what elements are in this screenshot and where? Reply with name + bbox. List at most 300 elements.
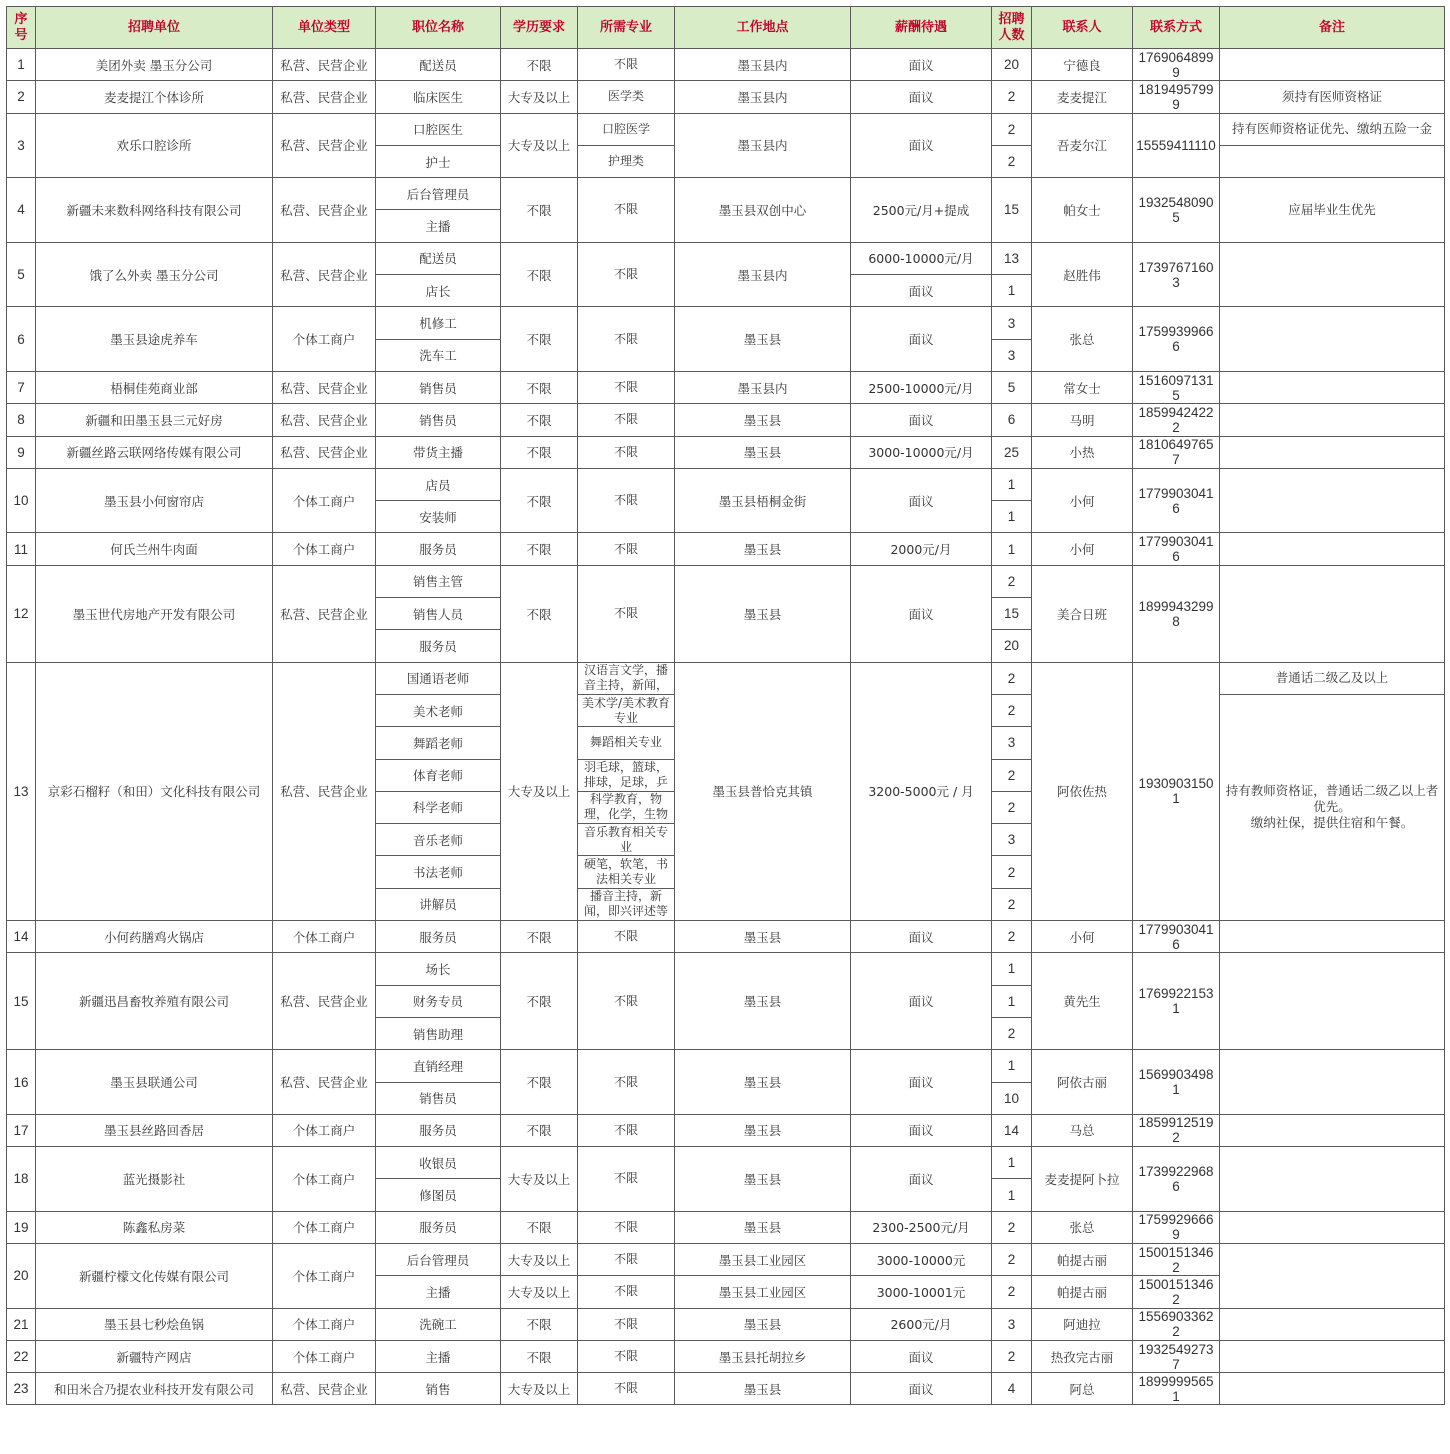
table-row [7,178,1445,210]
table-row [7,1340,1445,1372]
note-cell: 须持有医师资格证 [1220,81,1445,113]
table-row [7,565,1445,597]
phone-cell: 17599296669 [1133,1211,1220,1243]
type-cell: 个体工商户 [273,1147,376,1212]
count-cell: 2 [992,662,1032,694]
table-row [7,921,1445,953]
major-cell: 不限 [578,242,675,307]
salary-cell: 面议 [851,49,992,81]
count-cell: 3 [992,1308,1032,1340]
salary-cell: 面议 [851,81,992,113]
salary-cell: 面议 [851,113,992,178]
contact-cell: 热孜完古丽 [1032,1340,1133,1372]
major-cell: 口腔医学 [578,113,675,145]
education-cell: 不限 [501,307,578,372]
table-body [7,49,1445,1405]
header-position: 职位名称 [376,7,501,49]
note-cell [1220,921,1445,953]
note-cell [1220,1147,1445,1212]
position-cell: 配送员 [376,49,501,81]
header-contact: 联系人 [1032,7,1133,49]
location-cell: 墨玉县工业园区 [675,1243,851,1275]
major-cell: 舞蹈相关专业 [578,727,675,759]
type-cell: 私营、民营企业 [273,242,376,307]
count-cell: 3 [992,339,1032,371]
education-cell: 不限 [501,533,578,565]
location-cell: 墨玉县 [675,533,851,565]
education-cell: 不限 [501,468,578,533]
salary-cell: 3200-5000元 / 月 [851,662,992,920]
location-cell: 墨玉县托胡拉乡 [675,1340,851,1372]
row-number-cell: 9 [7,436,36,468]
major-cell: 不限 [578,178,675,243]
header-phone: 联系方式 [1133,7,1220,49]
position-cell: 场长 [376,953,501,985]
row-number-cell: 23 [7,1373,36,1405]
note-cell [1220,565,1445,662]
location-cell: 墨玉县内 [675,371,851,403]
type-cell: 私营、民营企业 [273,662,376,920]
salary-cell: 3000-10001元 [851,1276,992,1308]
education-cell: 大专及以上 [501,1243,578,1275]
count-cell: 2 [992,759,1032,791]
contact-cell: 小何 [1032,921,1133,953]
note-cell [1220,371,1445,403]
count-cell: 2 [992,1017,1032,1049]
job-table [6,6,1445,1405]
row-number-cell: 20 [7,1243,36,1308]
salary-cell: 面议 [851,1373,992,1405]
count-cell: 2 [992,694,1032,726]
note-cell [1220,436,1445,468]
count-cell: 2 [992,921,1032,953]
position-cell: 机修工 [376,307,501,339]
company-cell: 欢乐口腔诊所 [36,113,273,178]
count-cell: 5 [992,371,1032,403]
row-number-cell: 14 [7,921,36,953]
type-cell: 个体工商户 [273,1114,376,1146]
type-cell: 私营、民营企业 [273,565,376,662]
table-row [7,49,1445,81]
count-cell: 1 [992,275,1032,307]
contact-cell: 麦麦提阿卜拉 [1032,1147,1133,1212]
count-cell: 2 [992,113,1032,145]
type-cell: 个体工商户 [273,1340,376,1372]
table-row [7,1211,1445,1243]
count-cell: 2 [992,888,1032,920]
education-cell: 不限 [501,1050,578,1115]
company-cell: 和田米合乃提农业科技开发有限公司 [36,1373,273,1405]
company-cell: 新疆特产网店 [36,1340,273,1372]
position-cell: 护士 [376,145,501,177]
count-cell: 2 [992,791,1032,823]
major-cell: 不限 [578,533,675,565]
position-cell: 直销经理 [376,1050,501,1082]
location-cell: 墨玉县 [675,307,851,372]
education-cell: 不限 [501,1211,578,1243]
salary-cell: 面议 [851,307,992,372]
type-cell: 私营、民营企业 [273,1050,376,1115]
header-count: 招聘人数 [992,7,1032,49]
position-cell: 销售员 [376,404,501,436]
major-cell: 不限 [578,1114,675,1146]
count-cell: 6 [992,404,1032,436]
education-cell: 不限 [501,178,578,243]
major-cell: 播音主持，新闻，即兴评述等 [578,888,675,920]
contact-cell: 吾麦尔江 [1032,113,1133,178]
header-note: 备注 [1220,7,1445,49]
company-cell: 京彩石榴籽（和田）文化科技有限公司 [36,662,273,920]
row-number-cell: 4 [7,178,36,243]
education-cell: 不限 [501,565,578,662]
note-line: 缴纳社保，提供住宿和午餐。 [1250,815,1414,831]
major-cell: 不限 [578,307,675,372]
count-cell: 2 [992,565,1032,597]
table-row [7,436,1445,468]
type-cell: 个体工商户 [273,307,376,372]
salary-cell: 面议 [851,275,992,307]
note-cell [1220,1211,1445,1243]
type-cell: 私营、民营企业 [273,371,376,403]
type-cell: 个体工商户 [273,1308,376,1340]
position-cell: 主播 [376,1276,501,1308]
position-cell: 服务员 [376,1211,501,1243]
location-cell: 墨玉县 [675,1373,851,1405]
position-cell: 主播 [376,210,501,242]
row-number-cell: 18 [7,1147,36,1212]
contact-cell: 张总 [1032,307,1133,372]
company-cell: 饿了么外卖 墨玉分公司 [36,242,273,307]
phone-cell: 15001513462 [1133,1276,1220,1308]
position-cell: 主播 [376,1340,501,1372]
position-cell: 销售员 [376,371,501,403]
header-salary: 薪酬待遇 [851,7,992,49]
type-cell: 个体工商户 [273,533,376,565]
table-row [7,1308,1445,1340]
contact-cell: 帕女士 [1032,178,1133,243]
phone-cell: 19309031501 [1133,662,1220,920]
contact-cell: 常女士 [1032,371,1133,403]
company-cell: 新疆未来数科网络科技有限公司 [36,178,273,243]
row-number-cell: 8 [7,404,36,436]
company-cell: 小何药膳鸡火锅店 [36,921,273,953]
row-number-cell: 10 [7,468,36,533]
position-cell: 国通语老师 [376,662,501,694]
type-cell: 个体工商户 [273,921,376,953]
major-cell: 不限 [578,1243,675,1275]
major-cell: 不限 [578,1147,675,1212]
type-cell: 私营、民营企业 [273,436,376,468]
company-cell: 新疆和田墨玉县三元好房 [36,404,273,436]
table-row [7,1373,1445,1405]
phone-cell: 18106497657 [1133,436,1220,468]
position-cell: 销售 [376,1373,501,1405]
contact-cell: 小何 [1032,533,1133,565]
position-cell: 财务专员 [376,985,501,1017]
location-cell: 墨玉县 [675,565,851,662]
location-cell: 墨玉县内 [675,242,851,307]
location-cell: 墨玉县内 [675,113,851,178]
company-cell: 墨玉县小何窗帘店 [36,468,273,533]
salary-cell: 2000元/月 [851,533,992,565]
major-cell: 不限 [578,1340,675,1372]
type-cell: 私营、民营企业 [273,113,376,178]
location-cell: 墨玉县 [675,1211,851,1243]
note-cell [1220,307,1445,372]
position-cell: 临床医生 [376,81,501,113]
header-education: 学历要求 [501,7,578,49]
type-cell: 私营、民营企业 [273,49,376,81]
position-cell: 讲解员 [376,888,501,920]
location-cell: 墨玉县双创中心 [675,178,851,243]
phone-cell: 15569033622 [1133,1308,1220,1340]
major-cell: 不限 [578,1050,675,1115]
count-cell: 1 [992,985,1032,1017]
table-row [7,242,1445,274]
count-cell: 15 [992,598,1032,630]
table-row [7,1147,1445,1179]
table-row [7,1243,1445,1275]
count-cell: 15 [992,178,1032,243]
phone-cell: 17799030416 [1133,921,1220,953]
major-cell: 不限 [578,1308,675,1340]
type-cell: 私营、民营企业 [273,1373,376,1405]
note-cell [1220,1243,1445,1308]
company-cell: 新疆丝路云联网络传媒有限公司 [36,436,273,468]
location-cell: 墨玉县 [675,1308,851,1340]
phone-cell: 15160971315 [1133,371,1220,403]
contact-cell: 阿依古丽 [1032,1050,1133,1115]
note-cell [1220,953,1445,1050]
location-cell: 墨玉县 [675,953,851,1050]
count-cell: 3 [992,824,1032,856]
table-row [7,953,1445,985]
note-cell [1220,404,1445,436]
company-cell: 墨玉县途虎养车 [36,307,273,372]
type-cell: 私营、民营企业 [273,953,376,1050]
count-cell: 4 [992,1373,1032,1405]
contact-cell: 宁德良 [1032,49,1133,81]
row-number-cell: 22 [7,1340,36,1372]
position-cell: 服务员 [376,1114,501,1146]
count-cell: 2 [992,81,1032,113]
count-cell: 14 [992,1114,1032,1146]
position-cell: 后台管理员 [376,178,501,210]
note-cell [1220,1308,1445,1340]
major-cell: 不限 [578,565,675,662]
note-cell: 持有医师资格证优先、缴纳五险一金 [1220,113,1445,145]
phone-cell: 19325480905 [1133,178,1220,243]
phone-cell: 17690648999 [1133,49,1220,81]
count-cell: 2 [992,1243,1032,1275]
position-cell: 销售主管 [376,565,501,597]
count-cell: 2 [992,856,1032,888]
type-cell: 私营、民营企业 [273,404,376,436]
phone-cell: 15001513462 [1133,1243,1220,1275]
phone-cell: 18999432998 [1133,565,1220,662]
position-cell: 科学老师 [376,791,501,823]
salary-cell: 面议 [851,921,992,953]
location-cell: 墨玉县 [675,436,851,468]
phone-cell: 18599424222 [1133,404,1220,436]
major-cell: 不限 [578,1211,675,1243]
location-cell: 墨玉县内 [675,49,851,81]
salary-cell: 2500-10000元/月 [851,371,992,403]
count-cell: 1 [992,1179,1032,1211]
education-cell: 大专及以上 [501,662,578,920]
count-cell: 3 [992,307,1032,339]
table-row [7,404,1445,436]
education-cell: 不限 [501,921,578,953]
count-cell: 20 [992,630,1032,662]
type-cell: 私营、民营企业 [273,81,376,113]
position-cell: 音乐老师 [376,824,501,856]
count-cell: 10 [992,1082,1032,1114]
note-cell [1220,694,1445,920]
location-cell: 墨玉县 [675,921,851,953]
company-cell: 美团外卖 墨玉分公司 [36,49,273,81]
note-cell [1220,1373,1445,1405]
company-cell: 墨玉世代房地产开发有限公司 [36,565,273,662]
header-major: 所需专业 [578,7,675,49]
contact-cell: 小热 [1032,436,1133,468]
phone-cell: 19325492737 [1133,1340,1220,1372]
phone-cell: 15559411110 [1133,113,1220,178]
table-row [7,371,1445,403]
position-cell: 修图员 [376,1179,501,1211]
row-number-cell: 5 [7,242,36,307]
count-cell: 2 [992,1276,1032,1308]
contact-cell: 阿总 [1032,1373,1133,1405]
count-cell: 2 [992,1340,1032,1372]
note-cell [1220,49,1445,81]
phone-cell: 17399229686 [1133,1147,1220,1212]
salary-cell: 2500元/月+提成 [851,178,992,243]
position-cell: 服务员 [376,533,501,565]
position-cell: 店员 [376,468,501,500]
row-number-cell: 2 [7,81,36,113]
education-cell: 不限 [501,953,578,1050]
major-cell: 不限 [578,921,675,953]
phone-cell: 17699221531 [1133,953,1220,1050]
major-cell: 科学教育，物理，化学，生物 [578,791,675,823]
position-cell: 带货主播 [376,436,501,468]
note-cell [1220,468,1445,533]
company-cell: 新疆迅昌畜牧养殖有限公司 [36,953,273,1050]
major-cell: 不限 [578,953,675,1050]
education-cell: 不限 [501,1340,578,1372]
position-cell: 美术老师 [376,694,501,726]
row-number-cell: 21 [7,1308,36,1340]
salary-cell: 6000-10000元/月 [851,242,992,274]
major-cell: 不限 [578,49,675,81]
row-number-cell: 13 [7,662,36,920]
major-cell: 不限 [578,404,675,436]
phone-cell: 18599125192 [1133,1114,1220,1146]
table-row [7,662,1445,694]
company-cell: 新疆柠檬文化传媒有限公司 [36,1243,273,1308]
position-cell: 洗碗工 [376,1308,501,1340]
contact-cell: 麦麦提江 [1032,81,1133,113]
education-cell: 大专及以上 [501,113,578,178]
position-cell: 收银员 [376,1147,501,1179]
contact-cell: 赵胜伟 [1032,242,1133,307]
contact-cell: 小何 [1032,468,1133,533]
position-cell: 后台管理员 [376,1243,501,1275]
count-cell: 20 [992,49,1032,81]
row-number-cell: 7 [7,371,36,403]
row-number-cell: 16 [7,1050,36,1115]
position-cell: 口腔医生 [376,113,501,145]
education-cell: 大专及以上 [501,1373,578,1405]
header-location: 工作地点 [675,7,851,49]
salary-cell: 面议 [851,1340,992,1372]
major-cell: 不限 [578,371,675,403]
position-cell: 舞蹈老师 [376,727,501,759]
position-cell: 销售助理 [376,1017,501,1049]
salary-cell: 面议 [851,953,992,1050]
note-cell [1220,1050,1445,1115]
salary-cell: 面议 [851,1050,992,1115]
position-cell: 销售员 [376,1082,501,1114]
count-cell: 1 [992,533,1032,565]
phone-cell: 17799030416 [1133,533,1220,565]
position-cell: 服务员 [376,630,501,662]
count-cell: 13 [992,242,1032,274]
major-cell: 不限 [578,468,675,533]
position-cell: 安装师 [376,501,501,533]
count-cell: 1 [992,1050,1032,1082]
salary-cell: 2300-2500元/月 [851,1211,992,1243]
location-cell: 墨玉县内 [675,81,851,113]
count-cell: 1 [992,953,1032,985]
position-cell: 配送员 [376,242,501,274]
header-type: 单位类型 [273,7,376,49]
education-cell: 不限 [501,1308,578,1340]
contact-cell: 帕提古丽 [1032,1243,1133,1275]
education-cell: 不限 [501,49,578,81]
contact-cell: 黄先生 [1032,953,1133,1050]
company-cell: 墨玉县联通公司 [36,1050,273,1115]
row-number-cell: 3 [7,113,36,178]
position-cell: 书法老师 [376,856,501,888]
company-cell: 梧桐佳苑商业部 [36,371,273,403]
phone-cell: 17799030416 [1133,468,1220,533]
phone-cell: 17397671603 [1133,242,1220,307]
table-row [7,113,1445,145]
salary-cell: 面议 [851,1114,992,1146]
note-cell [1220,1340,1445,1372]
note-cell [1220,1114,1445,1146]
company-cell: 墨玉县七秒烩鱼锅 [36,1308,273,1340]
education-cell: 不限 [501,371,578,403]
count-cell: 1 [992,1147,1032,1179]
count-cell: 25 [992,436,1032,468]
header-row [7,7,1445,49]
row-number-cell: 17 [7,1114,36,1146]
count-cell: 3 [992,727,1032,759]
table-row [7,533,1445,565]
contact-cell: 美合日班 [1032,565,1133,662]
row-number-cell: 15 [7,953,36,1050]
row-number-cell: 6 [7,307,36,372]
contact-cell: 阿迪拉 [1032,1308,1133,1340]
education-cell: 不限 [501,1114,578,1146]
company-cell: 陈鑫私房菜 [36,1211,273,1243]
header-no: 序号 [7,7,36,49]
contact-cell: 马明 [1032,404,1133,436]
count-cell: 2 [992,145,1032,177]
